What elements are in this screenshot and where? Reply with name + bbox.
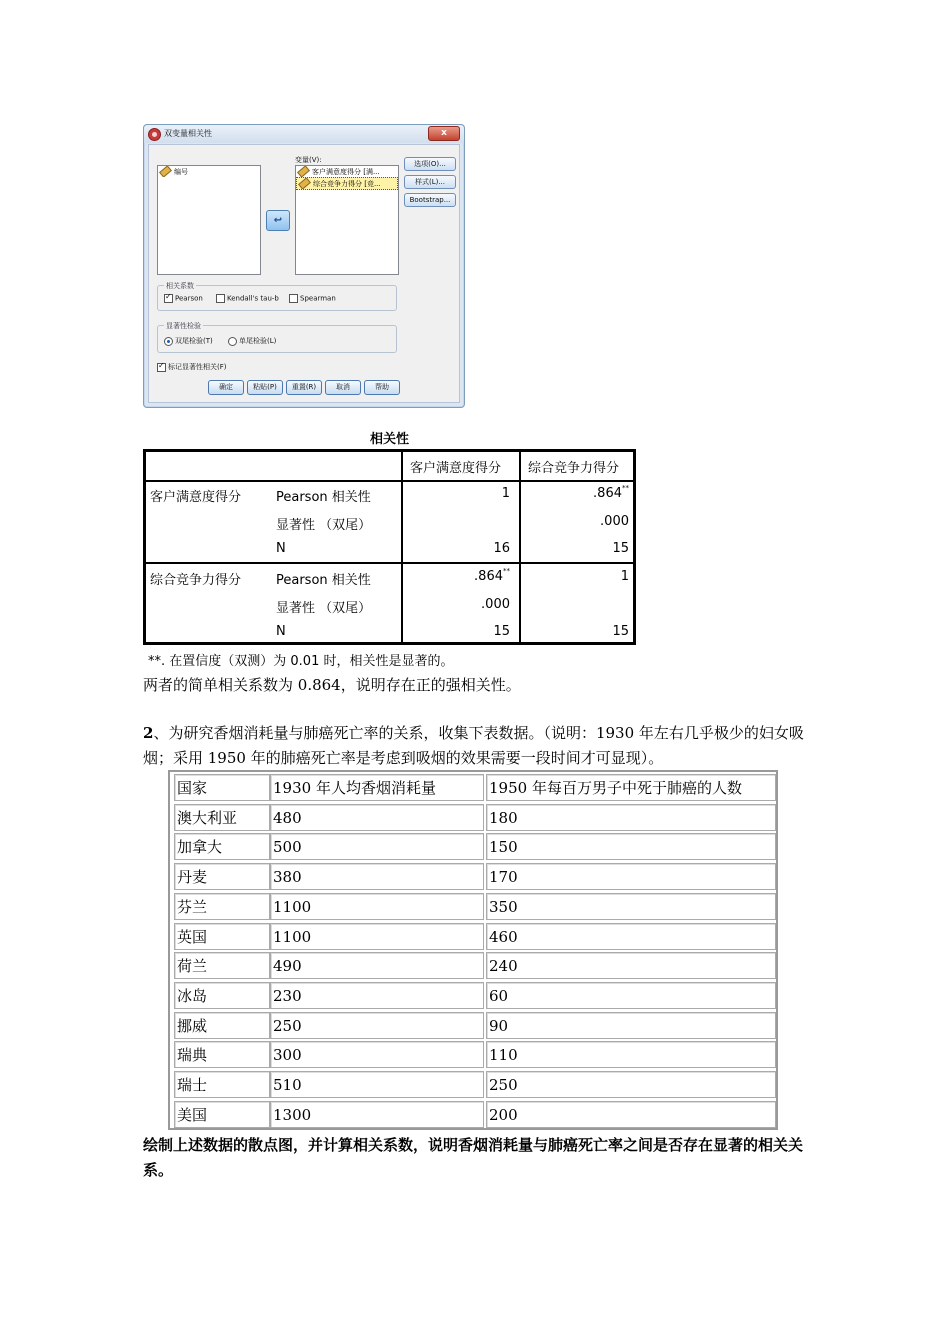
stat-label: N bbox=[276, 624, 286, 639]
table-row bbox=[172, 863, 774, 890]
table-row bbox=[172, 833, 774, 860]
question-number: 2 bbox=[143, 724, 154, 742]
table-header-row bbox=[172, 774, 774, 801]
table-cell: 挪威 bbox=[174, 1012, 270, 1039]
table-cell: .000 bbox=[600, 514, 629, 529]
table-cell: 瑞典 bbox=[174, 1041, 270, 1068]
variable-label: 综合竞争力得分 [竞... bbox=[313, 179, 381, 188]
table-cell: 15 bbox=[612, 624, 629, 639]
smoking-data-table bbox=[168, 770, 778, 1130]
header-cell: 1930 年人均香烟消耗量 bbox=[270, 774, 484, 801]
list-item[interactable] bbox=[158, 166, 260, 177]
table-cell: 1 bbox=[501, 486, 510, 501]
paste-button[interactable]: 粘贴(P) bbox=[247, 380, 283, 395]
flag-significant-checkbox[interactable]: ✓标记显著性相关(F) bbox=[157, 362, 227, 372]
variable-label: 客户满意度得分 [满... bbox=[312, 167, 380, 176]
one-tailed-radio[interactable]: 单尾检验(L) bbox=[228, 336, 276, 346]
table-cell: 250 bbox=[270, 1012, 484, 1039]
dialog-title: 双变量相关性 bbox=[164, 129, 212, 138]
significance-mark: ** bbox=[622, 484, 629, 492]
table-cell: 380 bbox=[270, 863, 484, 890]
radio-selected-icon bbox=[164, 337, 173, 346]
table-cell: 500 bbox=[270, 833, 484, 860]
style-button[interactable]: 样式(L)... bbox=[404, 175, 456, 189]
table-cell: 510 bbox=[270, 1071, 484, 1098]
table-cell: .864** bbox=[474, 567, 510, 584]
pearson-checkbox[interactable]: ✓Pearson bbox=[164, 294, 203, 303]
header-cell: 国家 bbox=[174, 774, 270, 801]
ok-button[interactable]: 确定 bbox=[208, 380, 244, 395]
stat-label: Pearson 相关性 bbox=[276, 490, 371, 505]
significance-test-group bbox=[157, 322, 397, 353]
two-tailed-radio[interactable]: 双尾检验(T) bbox=[164, 336, 213, 346]
table-row bbox=[172, 1101, 774, 1128]
variable-label: 编号 bbox=[174, 167, 188, 176]
table-cell: .864** bbox=[593, 484, 629, 501]
dialog-body bbox=[148, 144, 460, 403]
bootstrap-button[interactable]: Bootstrap... bbox=[404, 193, 456, 207]
header-cell: 1950 年每百万男子中死于肺癌的人数 bbox=[486, 774, 776, 801]
scale-variable-icon bbox=[297, 166, 310, 177]
table-cell: 加拿大 bbox=[174, 833, 270, 860]
correlation-coefficients-group bbox=[157, 282, 397, 311]
table-row bbox=[172, 1041, 774, 1068]
source-variable-list[interactable] bbox=[157, 165, 261, 275]
radio-empty-icon bbox=[228, 337, 237, 346]
stat-label: 显著性 （双尾） bbox=[276, 601, 372, 616]
table-cell: 60 bbox=[486, 982, 776, 1009]
reset-button[interactable]: 重置(R) bbox=[286, 380, 322, 395]
table-cell: 490 bbox=[270, 952, 484, 979]
table-cell: 230 bbox=[270, 982, 484, 1009]
checkbox-empty-icon bbox=[216, 294, 225, 303]
table-cell: 16 bbox=[493, 541, 510, 556]
options-button[interactable]: 选项(O)... bbox=[404, 157, 456, 171]
table-row bbox=[172, 1012, 774, 1039]
table-cell: 300 bbox=[270, 1041, 484, 1068]
table-cell: 250 bbox=[486, 1071, 776, 1098]
close-button[interactable]: x bbox=[428, 126, 460, 141]
scale-variable-icon bbox=[159, 166, 172, 177]
spearman-checkbox[interactable]: Spearman bbox=[289, 294, 336, 303]
table-cell: 澳大利亚 bbox=[174, 804, 270, 831]
table-cell: 180 bbox=[486, 804, 776, 831]
table-cell: 英国 bbox=[174, 923, 270, 950]
table-cell: 芬兰 bbox=[174, 893, 270, 920]
table-cell: 1300 bbox=[270, 1101, 484, 1128]
column-header: 客户满意度得分 bbox=[410, 461, 502, 476]
checkbox-empty-icon bbox=[289, 294, 298, 303]
row-group-label: 客户满意度得分 bbox=[150, 490, 242, 505]
conclusion-text: 两者的简单相关系数为 0.864，说明存在正的强相关性。 bbox=[143, 676, 521, 694]
table-cell: 460 bbox=[486, 923, 776, 950]
bivariate-correlation-dialog bbox=[143, 124, 465, 408]
table-cell: 1100 bbox=[270, 893, 484, 920]
table-row bbox=[172, 982, 774, 1009]
table-cell: 1100 bbox=[270, 923, 484, 950]
table-row bbox=[172, 923, 774, 950]
task-instruction: 绘制上述数据的散点图，并计算相关系数，说明香烟消耗量与肺癌死亡率之间是否存在显著的相关关系。 bbox=[143, 1136, 804, 1179]
stat-label: Pearson 相关性 bbox=[276, 573, 371, 588]
spss-app-icon bbox=[148, 128, 161, 141]
table-row bbox=[172, 1071, 774, 1098]
correlation-table-title: 相关性 bbox=[369, 432, 409, 447]
scale-variable-icon bbox=[298, 177, 311, 189]
significance-mark: ** bbox=[503, 567, 510, 575]
table-row bbox=[172, 952, 774, 979]
table-cell: 15 bbox=[612, 541, 629, 556]
stat-label: 显著性 （双尾） bbox=[276, 518, 372, 533]
help-button[interactable]: 帮助 bbox=[364, 380, 400, 395]
table-cell: .000 bbox=[481, 597, 510, 612]
table-cell: 瑞士 bbox=[174, 1071, 270, 1098]
table-cell: 丹麦 bbox=[174, 863, 270, 890]
table-row bbox=[172, 893, 774, 920]
column-header: 综合竞争力得分 bbox=[528, 461, 620, 476]
table-cell: 480 bbox=[270, 804, 484, 831]
table-cell: 荷兰 bbox=[174, 952, 270, 979]
dialog-titlebar bbox=[144, 125, 464, 143]
table-footnote: **. 在置信度（双测）为 0.01 时，相关性是显著的。 bbox=[148, 654, 454, 669]
list-item[interactable] bbox=[296, 177, 398, 190]
move-variable-arrow-button[interactable]: ↩ bbox=[266, 210, 290, 231]
selected-variable-list[interactable] bbox=[295, 165, 399, 275]
table-cell: 冰岛 bbox=[174, 982, 270, 1009]
correlation-table bbox=[143, 449, 636, 645]
group-title: 相关系数 bbox=[166, 282, 194, 290]
question-2 bbox=[143, 721, 813, 771]
cancel-button[interactable]: 取消 bbox=[325, 380, 361, 395]
variables-label: 变量(V): bbox=[295, 156, 322, 164]
table-cell: 240 bbox=[486, 952, 776, 979]
kendall-checkbox[interactable]: Kendall's tau-b bbox=[216, 294, 279, 303]
table-row bbox=[172, 804, 774, 831]
row-group-label: 综合竞争力得分 bbox=[150, 573, 242, 588]
table-cell: 美国 bbox=[174, 1101, 270, 1128]
group-title: 显著性检验 bbox=[166, 322, 201, 330]
table-cell: 170 bbox=[486, 863, 776, 890]
table-cell: 1 bbox=[620, 569, 629, 584]
table-cell: 150 bbox=[486, 833, 776, 860]
stat-label: N bbox=[276, 541, 286, 556]
question-text: 、为研究香烟消耗量与肺癌死亡率的关系，收集下表数据。（说明：1930 年左右几乎极少的妇女吸烟；采用 1950 年的肺癌死亡率是考虑到吸烟的效果需要一段时间才可显现）。 bbox=[143, 724, 804, 767]
table-cell: 90 bbox=[486, 1012, 776, 1039]
checkbox-checked-icon bbox=[157, 363, 166, 372]
table-cell: 200 bbox=[486, 1101, 776, 1128]
list-item[interactable] bbox=[296, 166, 398, 177]
checkbox-checked-icon bbox=[164, 294, 173, 303]
table-cell: 350 bbox=[486, 893, 776, 920]
table-cell: 15 bbox=[493, 624, 510, 639]
table-cell: 110 bbox=[486, 1041, 776, 1068]
